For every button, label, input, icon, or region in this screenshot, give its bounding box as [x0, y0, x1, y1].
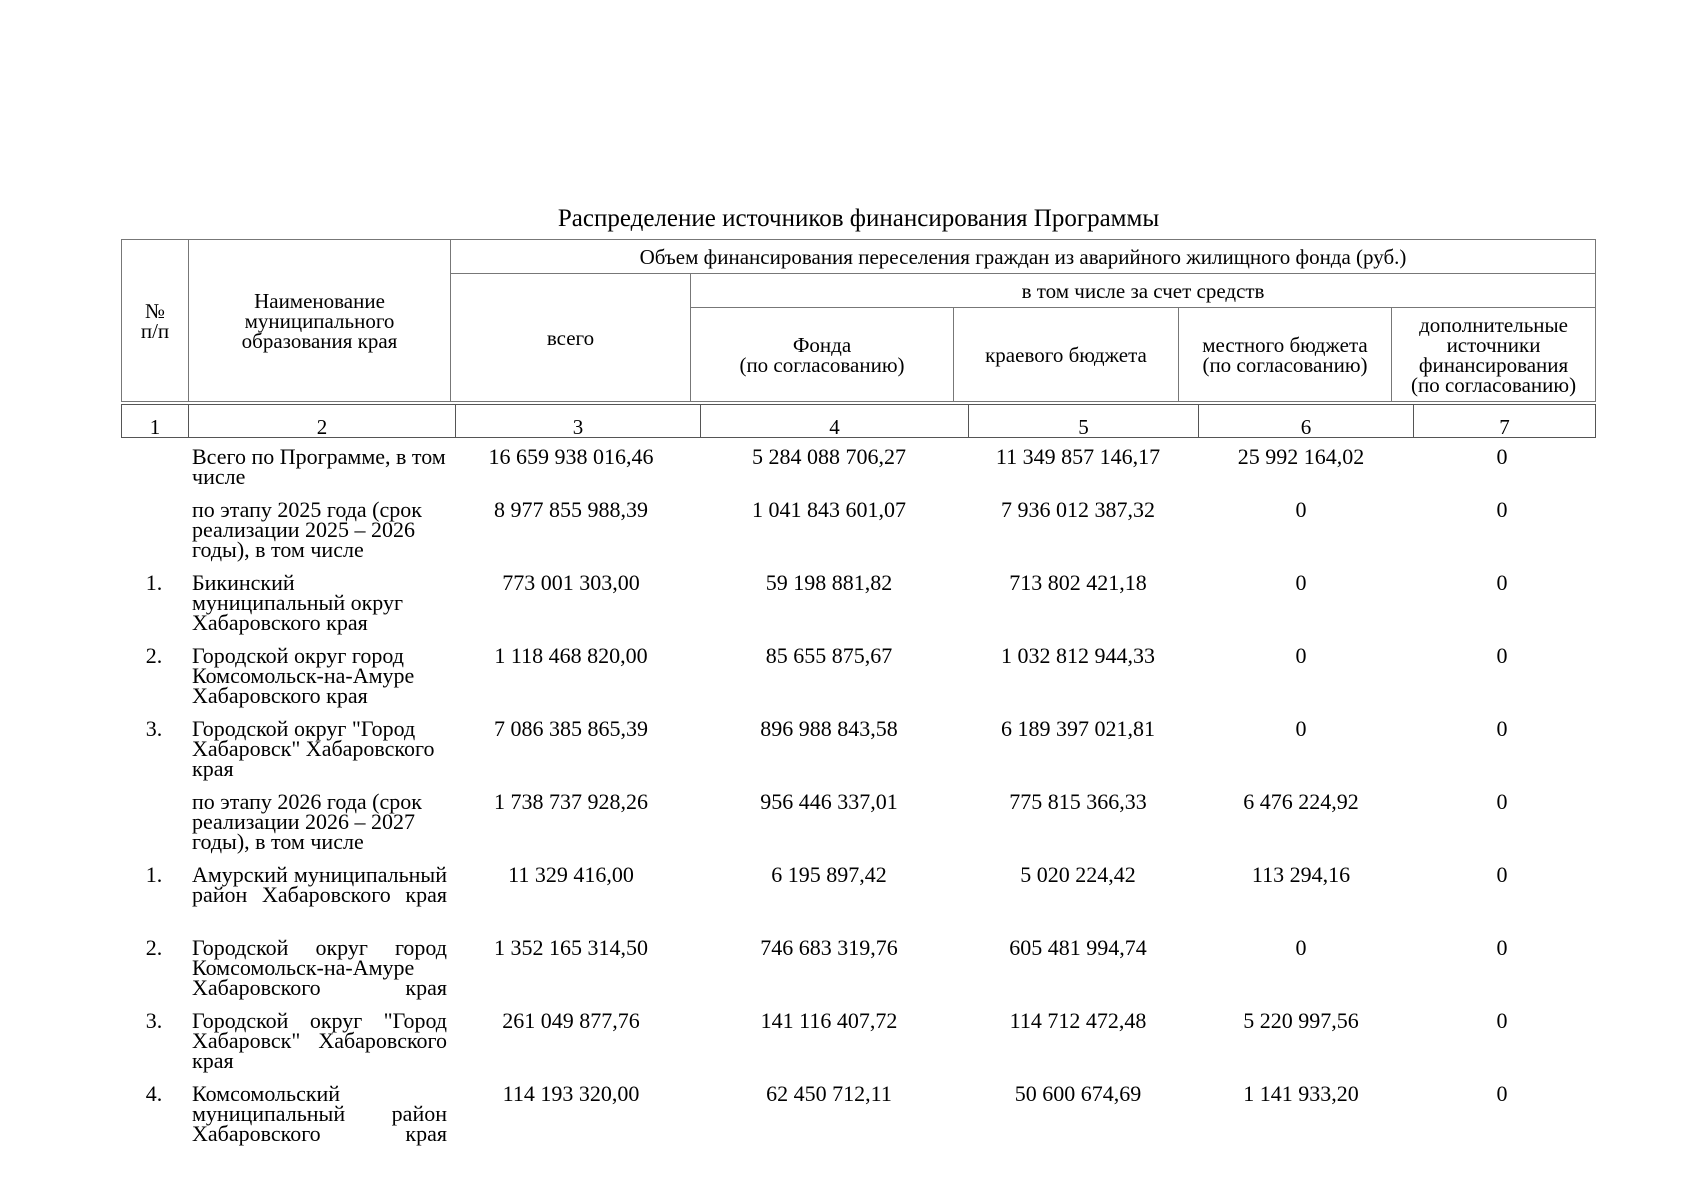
header-including-label: в том числе за счет средств: [1021, 278, 1265, 303]
row-fund: 746 683 319,76: [760, 935, 898, 960]
header-volume-label: Объем финансирования переселения граждан из аварийного жилищного фонда (руб.): [639, 244, 1407, 269]
header-local-column: [1179, 308, 1392, 402]
header-krai-label: краевого бюджета: [985, 342, 1147, 367]
row-fund: 6 195 897,42: [771, 862, 887, 887]
header-extra-label: дополнительные источники финансирования (по согласованию): [1410, 312, 1577, 397]
row-local: 0: [1295, 497, 1307, 522]
row-fund: 896 988 843,58: [760, 716, 898, 741]
column-number-2: 2: [189, 405, 456, 438]
row-number: 2.: [145, 935, 163, 960]
header-krai-column: [954, 308, 1179, 402]
row-number: 3.: [145, 716, 163, 741]
header-extra-column: [1392, 308, 1596, 402]
row-name: [187, 570, 447, 635]
row-fund: 59 198 881,82: [765, 570, 893, 595]
row-extra: 0: [1496, 716, 1508, 741]
row-krai: 775 815 366,33: [1009, 789, 1147, 814]
table-row: [121, 643, 1595, 719]
header-name-label: Наименование муниципального образования края: [241, 288, 398, 353]
column-number-row: [121, 404, 1596, 438]
header-fund-label: Фонда (по согласованию): [739, 332, 905, 377]
table-row: [121, 1081, 1595, 1157]
row-local: 5 220 997,56: [1243, 1008, 1359, 1033]
row-extra: 0: [1496, 643, 1508, 668]
row-local: 0: [1295, 716, 1307, 741]
row-name: [187, 716, 447, 781]
page-title: Распределение источников финансирования Программы: [557, 205, 1160, 232]
row-number: 3.: [145, 1008, 163, 1033]
row-number: 1.: [145, 862, 163, 887]
row-name: [187, 1008, 447, 1073]
row-total: 8 977 855 988,39: [494, 497, 648, 522]
row-local: 0: [1295, 935, 1307, 960]
row-name: [187, 935, 447, 1000]
table-row: [121, 497, 1595, 573]
row-krai: 7 936 012 387,32: [1001, 497, 1155, 522]
row-name-text: Амурский муниципальный район Хабаровского края: [192, 862, 447, 907]
table-row: [121, 570, 1595, 646]
row-fund: 956 446 337,01: [760, 789, 898, 814]
column-number-3: 3: [456, 405, 701, 438]
row-name-text: Всего по Программе, в том числе: [192, 444, 446, 489]
row-fund: 5 284 088 706,27: [752, 444, 906, 469]
row-fund: 85 655 875,67: [765, 643, 893, 668]
row-name: [187, 789, 447, 854]
row-krai: 114 712 472,48: [1009, 1008, 1147, 1033]
row-total: 261 049 877,76: [502, 1008, 640, 1033]
column-number-7: 7: [1414, 405, 1596, 438]
row-krai: 713 802 421,18: [1009, 570, 1147, 595]
row-local: 6 476 224,92: [1243, 789, 1359, 814]
row-name-text: по этапу 2026 года (срок реализации 2026 – 2027 годы), в том числе: [192, 789, 422, 854]
row-extra: 0: [1496, 862, 1508, 887]
header-local-label: местного бюджета (по согласованию): [1202, 332, 1368, 377]
row-extra: 0: [1496, 935, 1508, 960]
row-total: 1 352 165 314,50: [494, 935, 648, 960]
row-name-text: Бикинский муниципальный округ Хабаровского края: [192, 570, 404, 635]
row-total: 11 329 416,00: [508, 862, 634, 887]
table-row: [121, 862, 1595, 938]
row-name-text: Городской округ город Комсомольск-на-Амуре Хабаровского края: [192, 935, 447, 1000]
table-row: [121, 444, 1595, 500]
row-name-text: Городской округ город Комсомольск-на-Амуре Хабаровского края: [192, 643, 415, 708]
row-extra: 0: [1496, 1008, 1508, 1033]
header-volume: [451, 240, 1596, 274]
row-total: 1 118 468 820,00: [494, 643, 648, 668]
row-extra: 0: [1496, 497, 1508, 522]
row-name: [187, 862, 447, 907]
row-krai: 605 481 994,74: [1009, 935, 1147, 960]
row-fund: 62 450 712,11: [766, 1081, 892, 1106]
row-extra: 0: [1496, 789, 1508, 814]
table-row: [121, 789, 1595, 865]
row-name-text: Городской округ "Город Хабаровск" Хабаровского края: [192, 1008, 447, 1073]
row-extra: 0: [1496, 444, 1508, 469]
row-krai: 5 020 224,42: [1020, 862, 1136, 887]
header-fund-column: [691, 308, 954, 402]
column-number-1: 1: [122, 405, 189, 438]
row-number: 2.: [145, 643, 163, 668]
row-name: [187, 444, 447, 489]
row-krai: 50 600 674,69: [1014, 1081, 1142, 1106]
column-number-6: 6: [1199, 405, 1414, 438]
row-local: 25 992 164,02: [1237, 444, 1365, 469]
header-total-label: всего: [546, 325, 595, 350]
row-name: [187, 1081, 447, 1146]
row-number: 4.: [145, 1081, 163, 1106]
table-body: [121, 444, 1595, 1157]
table-row: [121, 935, 1595, 1011]
header-number-column: [122, 240, 189, 402]
row-total: 7 086 385 865,39: [494, 716, 648, 741]
row-fund: 141 116 407,72: [760, 1008, 898, 1033]
header-including: [691, 274, 1596, 308]
table-row: [121, 1008, 1595, 1084]
header-total-column: [451, 274, 691, 402]
row-name-text: Городской округ "Город Хабаровск" Хабаровского края: [192, 716, 435, 781]
row-local: 0: [1295, 643, 1307, 668]
row-name-text: Комсомольский муниципальный район Хабаровского края: [192, 1081, 447, 1146]
row-fund: 1 041 843 601,07: [752, 497, 906, 522]
row-total: 1 738 737 928,26: [494, 789, 648, 814]
column-number-5: 5: [969, 405, 1199, 438]
row-local: 113 294,16: [1251, 862, 1351, 887]
row-extra: 0: [1496, 1081, 1508, 1106]
header-name-column: [189, 240, 451, 402]
row-local: 0: [1295, 570, 1307, 595]
row-name: [187, 497, 447, 562]
row-name-text: по этапу 2025 года (срок реализации 2025 – 2026 годы), в том числе: [192, 497, 422, 562]
row-total: 114 193 320,00: [502, 1081, 640, 1106]
row-local: 1 141 933,20: [1243, 1081, 1359, 1106]
table-header: [121, 239, 1596, 402]
row-total: 16 659 938 016,46: [488, 444, 654, 469]
column-number-4: 4: [701, 405, 969, 438]
row-number: 1.: [145, 570, 163, 595]
row-krai: 1 032 812 944,33: [1001, 643, 1155, 668]
row-name: [187, 643, 447, 708]
row-krai: 11 349 857 146,17: [995, 444, 1161, 469]
row-total: 773 001 303,00: [502, 570, 640, 595]
header-number-label: № п/п: [140, 298, 170, 343]
row-krai: 6 189 397 021,81: [1001, 716, 1155, 741]
row-extra: 0: [1496, 570, 1508, 595]
table-row: [121, 716, 1595, 792]
